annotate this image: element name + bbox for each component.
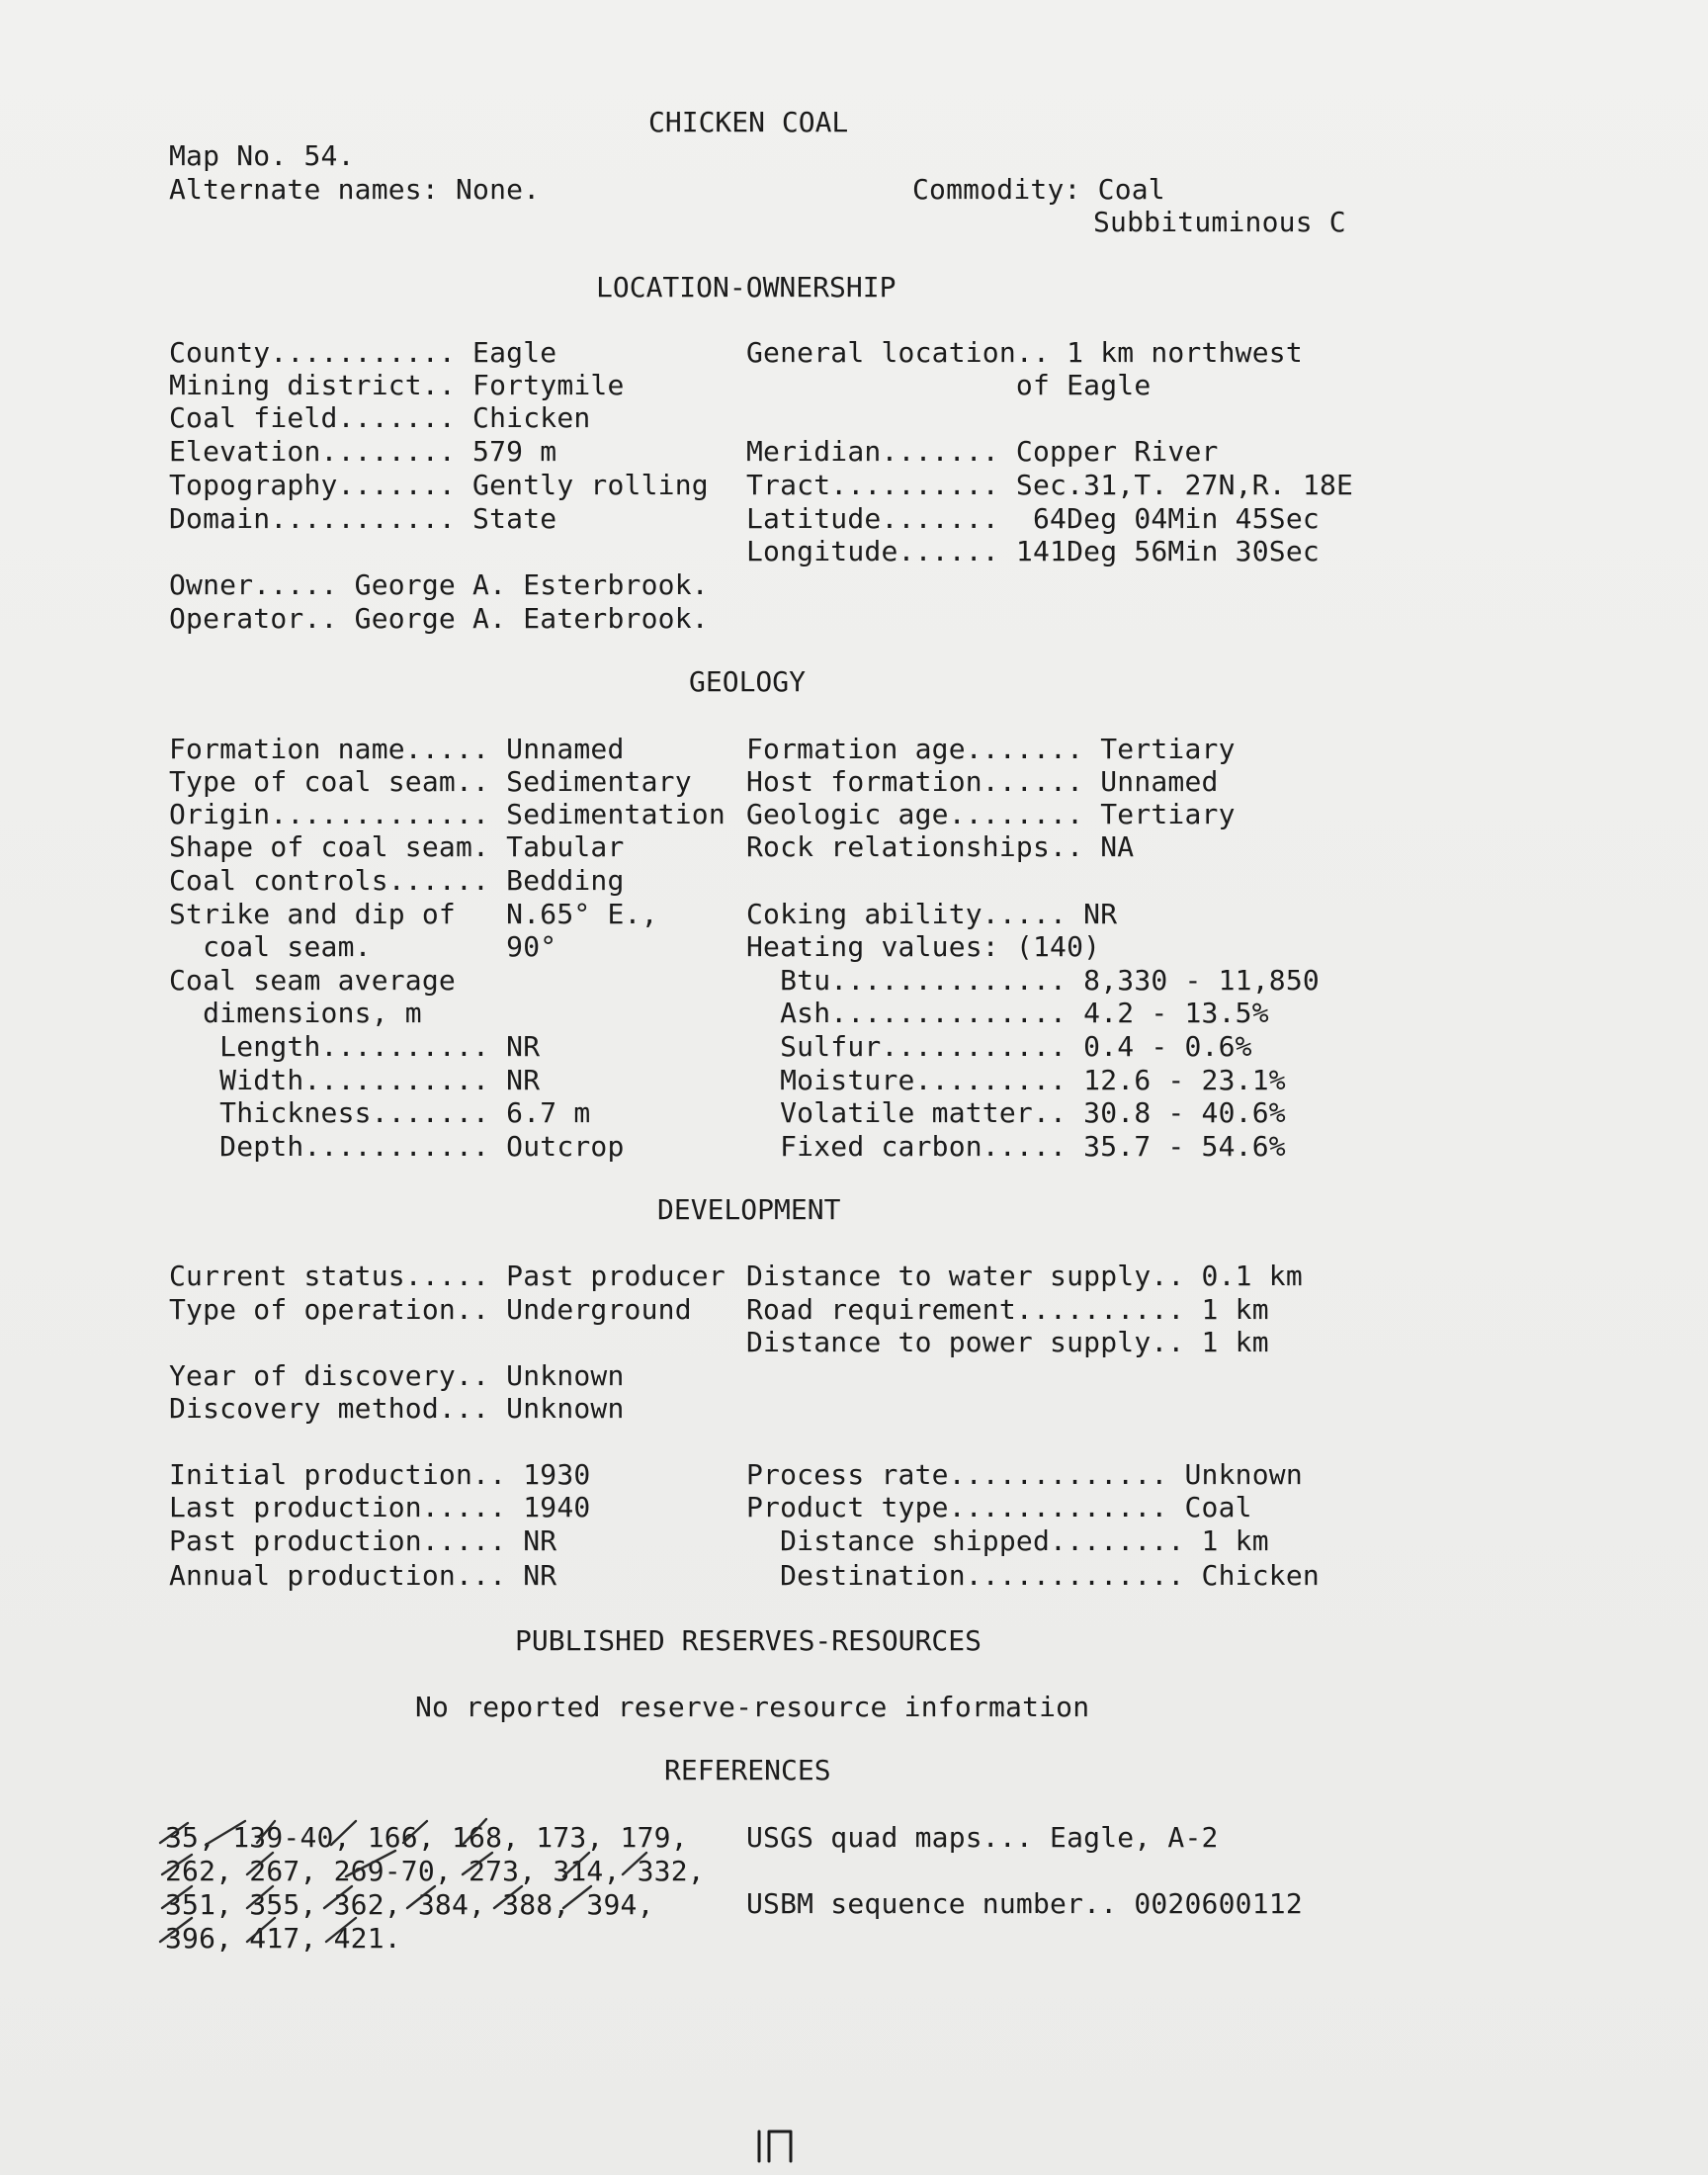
- geology-field: Formation name..... Unnamed: [169, 733, 625, 765]
- geology-field: Length.......... NR: [169, 1030, 541, 1063]
- geology-field: Geologic age........ Tertiary: [746, 798, 1236, 830]
- development-field: Distance to power supply.. 1 km: [746, 1326, 1269, 1358]
- geology-field: Btu.............. 8,330 - 11,850: [746, 964, 1320, 997]
- geology-field: Rock relationships.. NA: [746, 830, 1135, 863]
- development-field: Year of discovery.. Unknown: [169, 1359, 625, 1392]
- geology-field: Thickness....... 6.7 m: [169, 1096, 591, 1129]
- location-field: Latitude....... 64Deg 04Min 45Sec: [746, 502, 1320, 535]
- reserves-text: No reported reserve-resource information: [415, 1691, 1090, 1723]
- development-field: Discovery method... Unknown: [169, 1392, 625, 1425]
- development-field: Type of operation.. Underground: [169, 1293, 692, 1326]
- operator: Operator.. George A. Eaterbrook.: [169, 602, 709, 635]
- reference-line: 396, 417, 421.: [165, 1922, 401, 1955]
- geology-field: coal seam. 90°: [169, 930, 557, 963]
- location-field: Longitude...... 141Deg 56Min 30Sec: [746, 535, 1320, 567]
- development-field: Initial production.. 1930: [169, 1458, 591, 1491]
- section-heading-reserves: PUBLISHED RESERVES-RESOURCES: [515, 1624, 982, 1657]
- handwritten-checkmarks: [148, 1809, 702, 1958]
- development-field: Distance to water supply.. 0.1 km: [746, 1260, 1303, 1292]
- location-field: County........... Eagle: [169, 336, 557, 369]
- geology-field: Heating values: (140): [746, 930, 1101, 963]
- location-field: Meridian....... Copper River: [746, 435, 1219, 468]
- geology-field: Strike and dip of N.65° E.,: [169, 898, 658, 930]
- geology-field: Fixed carbon..... 35.7 - 54.6%: [746, 1130, 1286, 1163]
- geology-field: Width........... NR: [169, 1064, 541, 1096]
- geology-field: Shape of coal seam. Tabular: [169, 830, 625, 863]
- geology-field: Sulfur........... 0.4 - 0.6%: [746, 1030, 1252, 1063]
- section-heading-location: LOCATION-OWNERSHIP: [596, 271, 897, 304]
- section-heading-geology: GEOLOGY: [689, 665, 807, 698]
- development-field: Past production..... NR: [169, 1524, 557, 1557]
- geology-field: Formation age....... Tertiary: [746, 733, 1236, 765]
- development-field: Current status..... Past producer: [169, 1260, 726, 1292]
- geology-field: Origin............. Sedimentation: [169, 798, 726, 830]
- development-field: Process rate............. Unknown: [746, 1458, 1303, 1491]
- location-field: Elevation........ 579 m: [169, 435, 557, 468]
- geology-field: Ash.............. 4.2 - 13.5%: [746, 997, 1269, 1029]
- geology-field: Type of coal seam.. Sedimentary: [169, 765, 692, 798]
- development-field: Road requirement.......... 1 km: [746, 1293, 1269, 1326]
- alternate-names: Alternate names: None.: [169, 173, 541, 206]
- location-field: Topography....... Gently rolling: [169, 469, 709, 501]
- geology-field: Coal seam average: [169, 964, 456, 997]
- development-field: Product type............. Coal: [746, 1491, 1252, 1523]
- document-title: CHICKEN COAL: [648, 106, 849, 138]
- commodity-subtype: Subbituminous C: [1093, 206, 1346, 238]
- location-field: Tract.......... Sec.31,T. 27N,R. 18E: [746, 469, 1354, 501]
- geology-field: Depth........... Outcrop: [169, 1130, 625, 1163]
- section-heading-development: DEVELOPMENT: [657, 1193, 841, 1226]
- location-field: of Eagle: [746, 369, 1152, 401]
- location-field: Coal field....... Chicken: [169, 401, 591, 434]
- geology-field: dimensions, m: [169, 997, 422, 1029]
- geology-field: Host formation...... Unnamed: [746, 765, 1219, 798]
- development-field: Distance shipped........ 1 km: [746, 1524, 1269, 1557]
- reference-line: 262, 267, 269-70, 273, 314, 332,: [165, 1855, 705, 1887]
- reference-line: 35, 139-40, 166, 168, 173, 179,: [165, 1821, 688, 1854]
- location-field: Domain........... State: [169, 502, 557, 535]
- development-field: Destination............. Chicken: [746, 1559, 1320, 1592]
- usbm-sequence-number: USBM sequence number.. 0020600112: [746, 1887, 1303, 1920]
- geology-field: Moisture......... 12.6 - 23.1%: [746, 1064, 1286, 1096]
- section-heading-references: REFERENCES: [664, 1754, 831, 1786]
- owner: Owner..... George A. Esterbrook.: [169, 568, 709, 601]
- development-field: Last production..... 1940: [169, 1491, 591, 1523]
- page-number-handwritten: [751, 2126, 801, 2165]
- commodity: Commodity: Coal: [912, 173, 1165, 206]
- location-field: Mining district.. Fortymile: [169, 369, 625, 401]
- geology-field: Coal controls...... Bedding: [169, 864, 625, 897]
- reference-line: 351, 355, 362, 384, 388, 394,: [165, 1888, 654, 1921]
- development-field: Annual production... NR: [169, 1559, 557, 1592]
- usgs-quad-maps: USGS quad maps... Eagle, A-2: [746, 1821, 1219, 1854]
- map-number: Map No. 54.: [169, 139, 355, 172]
- geology-field: Volatile matter.. 30.8 - 40.6%: [746, 1096, 1286, 1129]
- geology-field: Coking ability..... NR: [746, 898, 1118, 930]
- location-field: General location.. 1 km northwest: [746, 336, 1303, 369]
